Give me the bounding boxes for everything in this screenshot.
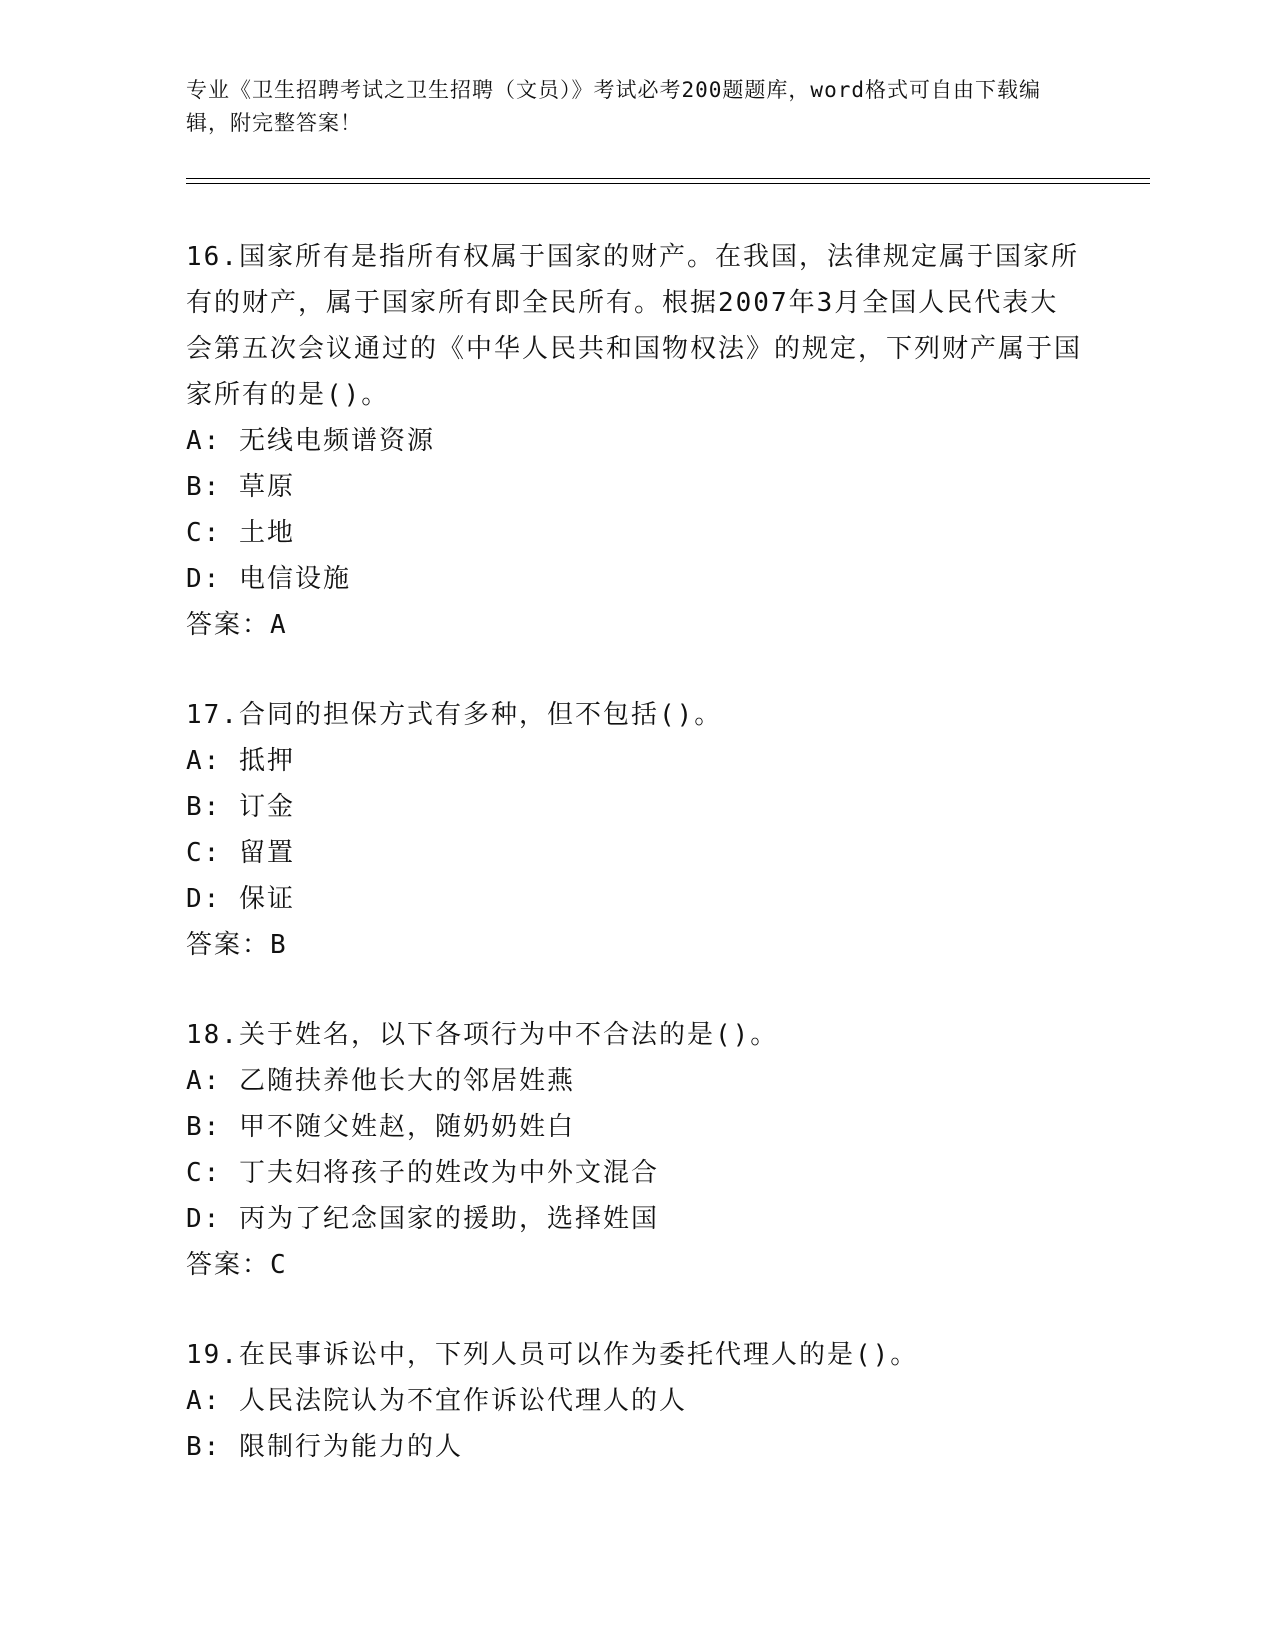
option-c: C: 丁夫妇将孩子的姓改为中外文混合 xyxy=(186,1158,659,1188)
answer-label: 答案：B xyxy=(186,930,288,960)
question-stem: 19.在民事诉讼中，下列人员可以作为委托代理人的是()。 xyxy=(186,1340,919,1370)
answer-label: 答案：A xyxy=(186,610,288,640)
document-header: 专业《卫生招聘考试之卫生招聘（文员）》考试必考200题题库，word格式可自由下载编辑，附完整答案！ xyxy=(186,78,1041,135)
option-d: D: 保证 xyxy=(186,884,295,914)
option-a: A: 人民法院认为不宜作诉讼代理人的人 xyxy=(186,1386,687,1416)
option-c: C: 土地 xyxy=(186,518,295,548)
option-d: D: 丙为了纪念国家的援助，选择姓国 xyxy=(186,1204,659,1234)
option-a: A: 抵押 xyxy=(186,746,295,776)
question-18 xyxy=(186,1012,1086,1288)
question-19 xyxy=(186,1332,1086,1470)
option-a: A: 乙随扶养他长大的邻居姓燕 xyxy=(186,1066,575,1096)
option-c: C: 留置 xyxy=(186,838,295,868)
option-b: B: 甲不随父姓赵，随奶奶姓白 xyxy=(186,1112,575,1142)
question-stem: 17.合同的担保方式有多种，但不包括()。 xyxy=(186,700,723,730)
option-b: B: 限制行为能力的人 xyxy=(186,1432,463,1462)
answer-label: 答案：C xyxy=(186,1250,288,1280)
question-list xyxy=(186,234,1086,1514)
question-stem: 18.关于姓名，以下各项行为中不合法的是()。 xyxy=(186,1020,779,1050)
option-d: D: 电信设施 xyxy=(186,564,351,594)
question-17 xyxy=(186,692,1086,968)
option-b: B: 订金 xyxy=(186,792,295,822)
question-16 xyxy=(186,234,1086,648)
option-b: B: 草原 xyxy=(186,472,295,502)
question-stem: 16.国家所有是指所有权属于国家的财产。在我国，法律规定属于国家所有的财产，属于国家所有即全民所有。根据2007年3月全国人民代表大会第五次会议通过的《中华人民共和国物权法》的规定，下列财产属于国家所有的是()。 xyxy=(186,242,1083,410)
option-a: A: 无线电频谱资源 xyxy=(186,426,435,456)
header-divider-top xyxy=(186,178,1150,179)
header-divider-bottom xyxy=(186,183,1150,184)
